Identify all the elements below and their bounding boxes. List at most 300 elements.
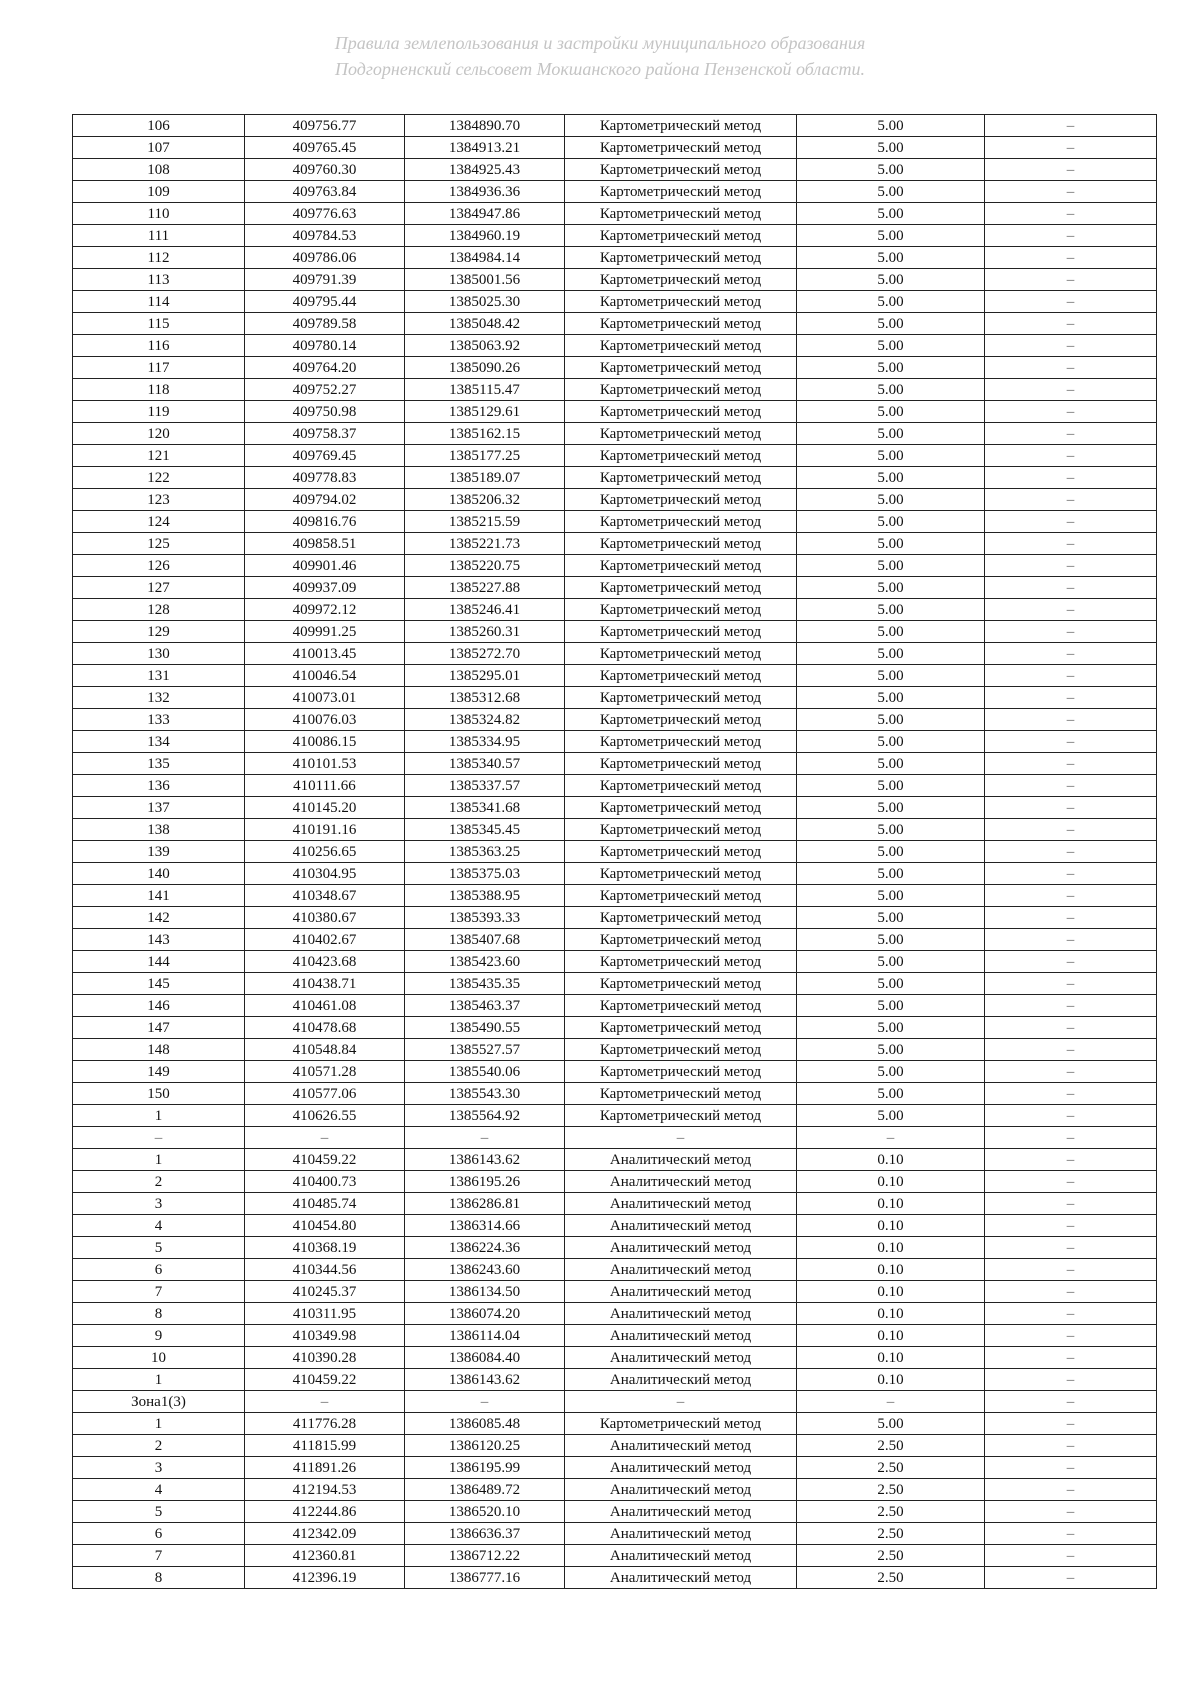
x-coordinate-cell: 410191.16: [245, 819, 405, 841]
accuracy-cell: 0.10: [797, 1193, 985, 1215]
point-number-cell: 109: [73, 181, 245, 203]
method-cell: Картометрический метод: [565, 533, 797, 555]
point-number-cell: 5: [73, 1501, 245, 1523]
y-coordinate-cell: 1385423.60: [405, 951, 565, 973]
description-cell: –: [985, 687, 1157, 709]
accuracy-cell: 5.00: [797, 841, 985, 863]
method-cell: Картометрический метод: [565, 511, 797, 533]
x-coordinate-cell: 410485.74: [245, 1193, 405, 1215]
point-number-cell: 147: [73, 1017, 245, 1039]
table-row: [73, 291, 1157, 313]
accuracy-cell: 5.00: [797, 599, 985, 621]
y-coordinate-cell: 1386224.36: [405, 1237, 565, 1259]
table-row: [73, 1083, 1157, 1105]
method-cell: Картометрический метод: [565, 467, 797, 489]
table-row: [73, 203, 1157, 225]
method-cell: Картометрический метод: [565, 1061, 797, 1083]
accuracy-cell: –: [797, 1391, 985, 1413]
x-coordinate-cell: 410454.80: [245, 1215, 405, 1237]
table-row: [73, 709, 1157, 731]
x-coordinate-cell: 409778.83: [245, 467, 405, 489]
accuracy-cell: 2.50: [797, 1479, 985, 1501]
table-row: [73, 1391, 1157, 1413]
x-coordinate-cell: 410459.22: [245, 1369, 405, 1391]
method-cell: Картометрический метод: [565, 577, 797, 599]
table-row: [73, 621, 1157, 643]
method-cell: Аналитический метод: [565, 1325, 797, 1347]
accuracy-cell: 2.50: [797, 1545, 985, 1567]
y-coordinate-cell: 1384913.21: [405, 137, 565, 159]
y-coordinate-cell: 1386520.10: [405, 1501, 565, 1523]
method-cell: Картометрический метод: [565, 1083, 797, 1105]
x-coordinate-cell: 409972.12: [245, 599, 405, 621]
y-coordinate-cell: 1384890.70: [405, 115, 565, 137]
description-cell: –: [985, 1303, 1157, 1325]
x-coordinate-cell: 410311.95: [245, 1303, 405, 1325]
accuracy-cell: 0.10: [797, 1171, 985, 1193]
y-coordinate-cell: 1385215.59: [405, 511, 565, 533]
table-row: [73, 841, 1157, 863]
x-coordinate-cell: 409752.27: [245, 379, 405, 401]
description-cell: –: [985, 1479, 1157, 1501]
table-row: [73, 269, 1157, 291]
table-row: [73, 929, 1157, 951]
method-cell: Аналитический метод: [565, 1523, 797, 1545]
accuracy-cell: 5.00: [797, 819, 985, 841]
y-coordinate-cell: 1386489.72: [405, 1479, 565, 1501]
accuracy-cell: 5.00: [797, 709, 985, 731]
x-coordinate-cell: 410626.55: [245, 1105, 405, 1127]
table-row: [73, 665, 1157, 687]
point-number-cell: 119: [73, 401, 245, 423]
table-row: [73, 599, 1157, 621]
y-coordinate-cell: 1384960.19: [405, 225, 565, 247]
method-cell: Картометрический метод: [565, 291, 797, 313]
point-number-cell: 4: [73, 1479, 245, 1501]
table-row: [73, 555, 1157, 577]
point-number-cell: 149: [73, 1061, 245, 1083]
method-cell: Картометрический метод: [565, 1105, 797, 1127]
method-cell: Картометрический метод: [565, 753, 797, 775]
description-cell: –: [985, 1369, 1157, 1391]
description-cell: –: [985, 1281, 1157, 1303]
point-number-cell: 8: [73, 1567, 245, 1589]
x-coordinate-cell: 410577.06: [245, 1083, 405, 1105]
table-row: [73, 885, 1157, 907]
document-header: [0, 30, 1200, 82]
y-coordinate-cell: 1385345.45: [405, 819, 565, 841]
y-coordinate-cell: 1385189.07: [405, 467, 565, 489]
table-row: [73, 1061, 1157, 1083]
table-row: [73, 951, 1157, 973]
table-row: [73, 1303, 1157, 1325]
method-cell: Картометрический метод: [565, 247, 797, 269]
table-row: [73, 1215, 1157, 1237]
table-row: [73, 401, 1157, 423]
y-coordinate-cell: 1385220.75: [405, 555, 565, 577]
x-coordinate-cell: 410459.22: [245, 1149, 405, 1171]
x-coordinate-cell: 409991.25: [245, 621, 405, 643]
method-cell: Картометрический метод: [565, 445, 797, 467]
table-row: [73, 379, 1157, 401]
table-row: [73, 247, 1157, 269]
table-row: [73, 533, 1157, 555]
point-number-cell: 145: [73, 973, 245, 995]
method-cell: Картометрический метод: [565, 401, 797, 423]
y-coordinate-cell: 1385363.25: [405, 841, 565, 863]
accuracy-cell: 5.00: [797, 687, 985, 709]
accuracy-cell: 5.00: [797, 621, 985, 643]
table-row: [73, 1369, 1157, 1391]
y-coordinate-cell: 1385564.92: [405, 1105, 565, 1127]
description-cell: –: [985, 335, 1157, 357]
point-number-cell: 150: [73, 1083, 245, 1105]
accuracy-cell: 2.50: [797, 1567, 985, 1589]
accuracy-cell: 5.00: [797, 159, 985, 181]
description-cell: –: [985, 1193, 1157, 1215]
description-cell: –: [985, 621, 1157, 643]
point-number-cell: 144: [73, 951, 245, 973]
table-row: [73, 137, 1157, 159]
description-cell: –: [985, 1435, 1157, 1457]
description-cell: –: [985, 1215, 1157, 1237]
accuracy-cell: 5.00: [797, 511, 985, 533]
x-coordinate-cell: 410380.67: [245, 907, 405, 929]
accuracy-cell: 5.00: [797, 269, 985, 291]
accuracy-cell: 5.00: [797, 401, 985, 423]
x-coordinate-cell: 410349.98: [245, 1325, 405, 1347]
table-row: [73, 1457, 1157, 1479]
x-coordinate-cell: 409795.44: [245, 291, 405, 313]
x-coordinate-cell: 412342.09: [245, 1523, 405, 1545]
x-coordinate-cell: 410111.66: [245, 775, 405, 797]
y-coordinate-cell: 1386085.48: [405, 1413, 565, 1435]
accuracy-cell: 0.10: [797, 1215, 985, 1237]
y-coordinate-cell: 1385090.26: [405, 357, 565, 379]
accuracy-cell: 5.00: [797, 885, 985, 907]
description-cell: –: [985, 643, 1157, 665]
description-cell: –: [985, 1171, 1157, 1193]
point-number-cell: 115: [73, 313, 245, 335]
method-cell: Картометрический метод: [565, 1017, 797, 1039]
table-row: [73, 1171, 1157, 1193]
y-coordinate-cell: 1385260.31: [405, 621, 565, 643]
description-cell: –: [985, 1523, 1157, 1545]
point-number-cell: 146: [73, 995, 245, 1017]
y-coordinate-cell: 1386074.20: [405, 1303, 565, 1325]
accuracy-cell: –: [797, 1127, 985, 1149]
x-coordinate-cell: 409750.98: [245, 401, 405, 423]
x-coordinate-cell: 409789.58: [245, 313, 405, 335]
point-number-cell: 1: [73, 1369, 245, 1391]
table-row: [73, 335, 1157, 357]
point-number-cell: 116: [73, 335, 245, 357]
point-number-cell: 7: [73, 1281, 245, 1303]
table-row: [73, 775, 1157, 797]
description-cell: –: [985, 775, 1157, 797]
accuracy-cell: 0.10: [797, 1369, 985, 1391]
method-cell: Картометрический метод: [565, 885, 797, 907]
description-cell: –: [985, 401, 1157, 423]
point-number-cell: 107: [73, 137, 245, 159]
accuracy-cell: 5.00: [797, 951, 985, 973]
y-coordinate-cell: 1385001.56: [405, 269, 565, 291]
y-coordinate-cell: 1386195.99: [405, 1457, 565, 1479]
y-coordinate-cell: 1386636.37: [405, 1523, 565, 1545]
table-row: [73, 863, 1157, 885]
accuracy-cell: 0.10: [797, 1325, 985, 1347]
description-cell: –: [985, 1501, 1157, 1523]
x-coordinate-cell: 410423.68: [245, 951, 405, 973]
point-number-cell: 134: [73, 731, 245, 753]
y-coordinate-cell: 1385543.30: [405, 1083, 565, 1105]
x-coordinate-cell: 412194.53: [245, 1479, 405, 1501]
point-number-cell: 131: [73, 665, 245, 687]
accuracy-cell: 0.10: [797, 1303, 985, 1325]
point-number-cell: 114: [73, 291, 245, 313]
x-coordinate-cell: 409760.30: [245, 159, 405, 181]
y-coordinate-cell: 1385435.35: [405, 973, 565, 995]
table-row: [73, 445, 1157, 467]
x-coordinate-cell: 410478.68: [245, 1017, 405, 1039]
x-coordinate-cell: 410086.15: [245, 731, 405, 753]
method-cell: Картометрический метод: [565, 357, 797, 379]
description-cell: –: [985, 1061, 1157, 1083]
description-cell: –: [985, 1237, 1157, 1259]
table-row: [73, 1105, 1157, 1127]
description-cell: –: [985, 885, 1157, 907]
y-coordinate-cell: 1385206.32: [405, 489, 565, 511]
description-cell: –: [985, 467, 1157, 489]
point-number-cell: 139: [73, 841, 245, 863]
y-coordinate-cell: 1386777.16: [405, 1567, 565, 1589]
accuracy-cell: 5.00: [797, 291, 985, 313]
y-coordinate-cell: 1384984.14: [405, 247, 565, 269]
method-cell: Аналитический метод: [565, 1193, 797, 1215]
y-coordinate-cell: 1385407.68: [405, 929, 565, 951]
table-row: [73, 907, 1157, 929]
y-coordinate-cell: 1386134.50: [405, 1281, 565, 1303]
point-number-cell: 148: [73, 1039, 245, 1061]
y-coordinate-cell: 1385063.92: [405, 335, 565, 357]
point-number-cell: 117: [73, 357, 245, 379]
accuracy-cell: 5.00: [797, 577, 985, 599]
x-coordinate-cell: 409776.63: [245, 203, 405, 225]
y-coordinate-cell: 1385324.82: [405, 709, 565, 731]
point-number-cell: 130: [73, 643, 245, 665]
x-coordinate-cell: 410402.67: [245, 929, 405, 951]
description-cell: –: [985, 907, 1157, 929]
description-cell: –: [985, 841, 1157, 863]
method-cell: Аналитический метод: [565, 1567, 797, 1589]
method-cell: Аналитический метод: [565, 1215, 797, 1237]
description-cell: –: [985, 863, 1157, 885]
point-number-cell: 118: [73, 379, 245, 401]
x-coordinate-cell: 409816.76: [245, 511, 405, 533]
description-cell: –: [985, 247, 1157, 269]
x-coordinate-cell: 410073.01: [245, 687, 405, 709]
accuracy-cell: 5.00: [797, 357, 985, 379]
point-number-cell: 133: [73, 709, 245, 731]
y-coordinate-cell: 1386712.22: [405, 1545, 565, 1567]
point-number-cell: 6: [73, 1259, 245, 1281]
x-coordinate-cell: 410256.65: [245, 841, 405, 863]
accuracy-cell: 5.00: [797, 115, 985, 137]
table-row: [73, 1545, 1157, 1567]
accuracy-cell: 5.00: [797, 203, 985, 225]
x-coordinate-cell: 409794.02: [245, 489, 405, 511]
method-cell: Аналитический метод: [565, 1479, 797, 1501]
point-number-cell: 128: [73, 599, 245, 621]
x-coordinate-cell: 410046.54: [245, 665, 405, 687]
y-coordinate-cell: –: [405, 1391, 565, 1413]
method-cell: Картометрический метод: [565, 555, 797, 577]
x-coordinate-cell: 409784.53: [245, 225, 405, 247]
x-coordinate-cell: 410344.56: [245, 1259, 405, 1281]
table-row: [73, 225, 1157, 247]
table-row: [73, 797, 1157, 819]
point-number-cell: 5: [73, 1237, 245, 1259]
description-cell: –: [985, 599, 1157, 621]
method-cell: Аналитический метод: [565, 1281, 797, 1303]
method-cell: Картометрический метод: [565, 709, 797, 731]
description-cell: –: [985, 357, 1157, 379]
method-cell: Картометрический метод: [565, 841, 797, 863]
method-cell: Аналитический метод: [565, 1171, 797, 1193]
method-cell: Аналитический метод: [565, 1369, 797, 1391]
point-number-cell: 136: [73, 775, 245, 797]
point-number-cell: 110: [73, 203, 245, 225]
method-cell: Картометрический метод: [565, 929, 797, 951]
point-number-cell: 135: [73, 753, 245, 775]
method-cell: Картометрический метод: [565, 115, 797, 137]
y-coordinate-cell: 1385162.15: [405, 423, 565, 445]
accuracy-cell: 5.00: [797, 643, 985, 665]
point-number-cell: 121: [73, 445, 245, 467]
y-coordinate-cell: 1386143.62: [405, 1369, 565, 1391]
accuracy-cell: 5.00: [797, 973, 985, 995]
y-coordinate-cell: 1385490.55: [405, 1017, 565, 1039]
point-number-cell: 4: [73, 1215, 245, 1237]
y-coordinate-cell: 1385388.95: [405, 885, 565, 907]
description-cell: –: [985, 1545, 1157, 1567]
y-coordinate-cell: 1385337.57: [405, 775, 565, 797]
method-cell: Аналитический метод: [565, 1237, 797, 1259]
y-coordinate-cell: 1385340.57: [405, 753, 565, 775]
y-coordinate-cell: 1385048.42: [405, 313, 565, 335]
table-row: [73, 1127, 1157, 1149]
x-coordinate-cell: 409901.46: [245, 555, 405, 577]
description-cell: –: [985, 137, 1157, 159]
y-coordinate-cell: 1385463.37: [405, 995, 565, 1017]
method-cell: Картометрический метод: [565, 1413, 797, 1435]
method-cell: Аналитический метод: [565, 1435, 797, 1457]
accuracy-cell: 5.00: [797, 1083, 985, 1105]
point-number-cell: 143: [73, 929, 245, 951]
table-row: [73, 1567, 1157, 1589]
method-cell: Картометрический метод: [565, 995, 797, 1017]
x-coordinate-cell: 410304.95: [245, 863, 405, 885]
point-number-cell: 9: [73, 1325, 245, 1347]
accuracy-cell: 5.00: [797, 379, 985, 401]
description-cell: –: [985, 1413, 1157, 1435]
accuracy-cell: 2.50: [797, 1523, 985, 1545]
table-row: [73, 1039, 1157, 1061]
accuracy-cell: 5.00: [797, 929, 985, 951]
method-cell: Аналитический метод: [565, 1347, 797, 1369]
y-coordinate-cell: –: [405, 1127, 565, 1149]
table-row: [73, 489, 1157, 511]
x-coordinate-cell: 410548.84: [245, 1039, 405, 1061]
description-cell: –: [985, 379, 1157, 401]
table-row: [73, 181, 1157, 203]
table-row: [73, 577, 1157, 599]
x-coordinate-cell: 410348.67: [245, 885, 405, 907]
table-row: [73, 731, 1157, 753]
point-number-cell: 3: [73, 1193, 245, 1215]
x-coordinate-cell: 409756.77: [245, 115, 405, 137]
x-coordinate-cell: 411815.99: [245, 1435, 405, 1457]
method-cell: Картометрический метод: [565, 489, 797, 511]
accuracy-cell: 5.00: [797, 1039, 985, 1061]
point-number-cell: 125: [73, 533, 245, 555]
method-cell: Картометрический метод: [565, 225, 797, 247]
point-number-cell: 111: [73, 225, 245, 247]
method-cell: Картометрический метод: [565, 137, 797, 159]
method-cell: Картометрический метод: [565, 181, 797, 203]
x-coordinate-cell: 409791.39: [245, 269, 405, 291]
table-row: [73, 1413, 1157, 1435]
method-cell: Картометрический метод: [565, 819, 797, 841]
point-number-cell: –: [73, 1127, 245, 1149]
description-cell: –: [985, 973, 1157, 995]
description-cell: –: [985, 533, 1157, 555]
accuracy-cell: 5.00: [797, 181, 985, 203]
method-cell: Картометрический метод: [565, 335, 797, 357]
x-coordinate-cell: 409758.37: [245, 423, 405, 445]
x-coordinate-cell: 409765.45: [245, 137, 405, 159]
method-cell: Картометрический метод: [565, 599, 797, 621]
description-cell: –: [985, 203, 1157, 225]
point-number-cell: 106: [73, 115, 245, 137]
description-cell: –: [985, 445, 1157, 467]
x-coordinate-cell: 410400.73: [245, 1171, 405, 1193]
y-coordinate-cell: 1385375.03: [405, 863, 565, 885]
method-cell: Картометрический метод: [565, 907, 797, 929]
method-cell: Картометрический метод: [565, 159, 797, 181]
x-coordinate-cell: 409763.84: [245, 181, 405, 203]
accuracy-cell: 0.10: [797, 1281, 985, 1303]
table-row: [73, 1237, 1157, 1259]
accuracy-cell: 5.00: [797, 533, 985, 555]
point-number-cell: 127: [73, 577, 245, 599]
description-cell: –: [985, 995, 1157, 1017]
accuracy-cell: 5.00: [797, 335, 985, 357]
description-cell: –: [985, 1127, 1157, 1149]
accuracy-cell: 5.00: [797, 445, 985, 467]
accuracy-cell: 5.00: [797, 665, 985, 687]
x-coordinate-cell: 410245.37: [245, 1281, 405, 1303]
description-cell: –: [985, 1259, 1157, 1281]
x-coordinate-cell: 411891.26: [245, 1457, 405, 1479]
y-coordinate-cell: 1385025.30: [405, 291, 565, 313]
y-coordinate-cell: 1385540.06: [405, 1061, 565, 1083]
accuracy-cell: 5.00: [797, 555, 985, 577]
method-cell: Аналитический метод: [565, 1303, 797, 1325]
table-row: [73, 1325, 1157, 1347]
table-row: [73, 1017, 1157, 1039]
description-cell: –: [985, 1347, 1157, 1369]
